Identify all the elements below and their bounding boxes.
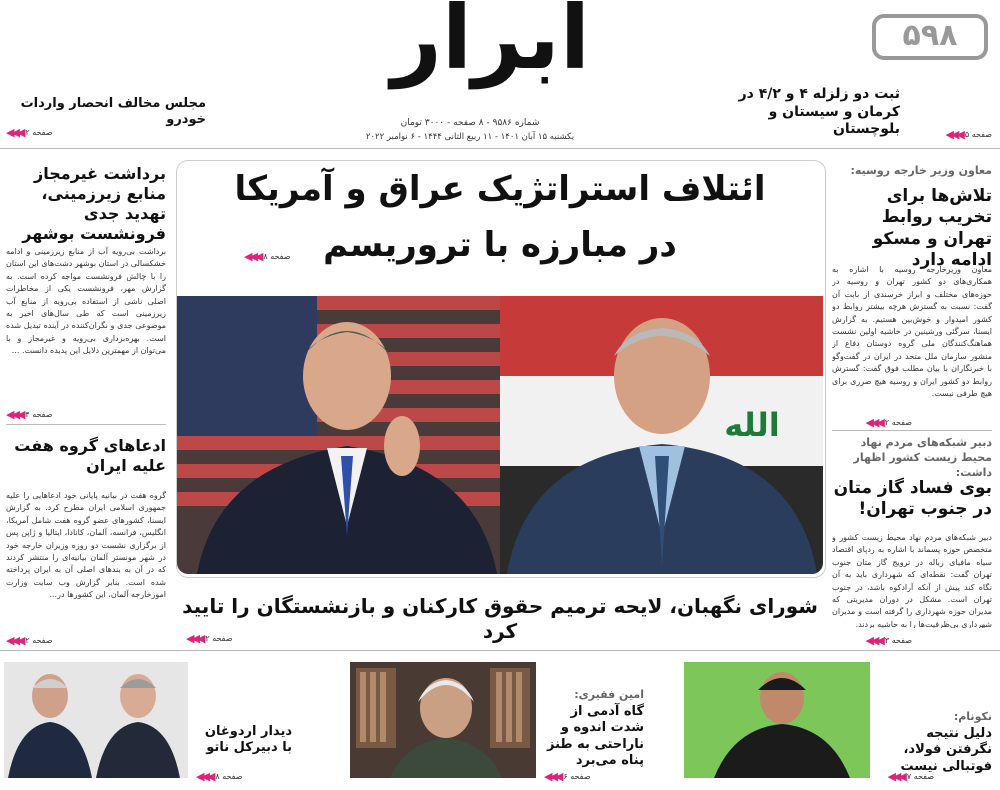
svg-text:الله: الله: [724, 406, 780, 444]
bottom3-page-label: صفحه ۸: [215, 772, 243, 781]
bottom1-headline: دلیل نتیجه نگرفتن فولاد، فوتبالی نیست: [900, 726, 992, 774]
main-page-label: صفحه ۸: [263, 252, 291, 261]
right-story1-page-ref: [865, 416, 912, 429]
main-sub-headline: شورای نگهبان، لایحه ترمیم حقوق کارکنان و بازنشستگان را تایید کرد: [182, 594, 818, 643]
main-sub-page-ref: [186, 632, 233, 645]
bottom1-photo-svg: [684, 662, 870, 778]
chevrons-icon: ◀◀◀: [244, 250, 261, 263]
main-photo-svg: [177, 296, 823, 574]
right-story2-headline: بوی فساد گاز متان در جنوب تهران!: [833, 478, 992, 520]
chevrons-icon: ◀◀◀: [865, 634, 882, 647]
bottom3-page-ref: [196, 770, 243, 783]
top-divider: [0, 148, 1000, 149]
left-story1-body: برداشت بی‌رویه آب از منابع زیرزمینی و ادامه خشکسالی در استان بوشهر دشت‌های این استان را با چالش فرونشست مواجه کرده است. به گزارش مهر، فرونشست یکی از مخاطرات اصلی ناشی از استفاده بی‌رویه از منابع آب زیرزمینی است که طی سال‌های اخیر به موضوعی جدی و نگران‌کننده در آینده تبدیل شده است. بهره‌برداری بی‌رویه و غیرمجاز و با می‌توان از مهمترین دلایل این پدیده دانست. ...: [6, 247, 166, 356]
right-story2-body: دبیر شبکه‌های مردم نهاد محیط زیست کشور و متخصص حوزه پسماند با اشاره به ردپای اقتصاد سیاه مافیای زباله در ترویج گاز متان جنوب تهران گفت: نقطه‌ای که شهرداری باید به آن نگاه کند پیش از آنکه آرادکوه باشد، در جنوب تهران است. مشکل در دوران مدیریتی که مدیران حوزه شهرداری را گرفته است و مدیران شهرداری بی‌ظرفیت‌ها را به حاشیه بردند.: [832, 533, 992, 628]
main-headline-line2: در مبارزه با تروریسم: [323, 225, 677, 265]
right-story1-body: معاون وزیرخارجه روسیه با اشاره به همکاری‌های دو کشور تهران و روسیه در حوزه‌های مختلف و ابراز خرسندی از بابت آن گفت: نسبت به گسترش هرچه بیشتر روابط دو کشور امیدوار و خوش‌بین هستیم. به گزارش ایسنا، سرگئی ورشینین در حاشیه اولین نشست هماهنگ‌کنندگان ملی گروه دوستان دفاع از منشور سازمان ملل متحد در ایران در گفت‌وگو با خبرنگاران با بیان مطلب فوق گفت: گسترش روابط دو کشور ایران و روسیه هیچ ضرری برای هیچ طرفی نیست.: [832, 265, 992, 398]
top-left-page-label: صفحه ۲: [25, 128, 53, 137]
right-story2-kicker: دبیر شبکه‌های مردم نهاد محیط زیست کشور اظهار داشت:: [853, 436, 992, 479]
bottom-divider: [0, 650, 1000, 651]
right-divider: [832, 430, 992, 431]
bottom2-photo-svg: [350, 662, 536, 778]
top-right-page-label: صفحه ۵: [964, 130, 992, 139]
right-story1-headline: تلاش‌ها برای تخریب روابط تهران و مسکو ادامه دارد: [872, 186, 992, 270]
right-story1-kicker: معاون وزیر خارجه روسیه:: [850, 164, 992, 177]
main-sub-page-label: صفحه ۲: [205, 634, 233, 643]
chevrons-icon: ◀◀◀: [865, 416, 882, 429]
left-divider: [6, 424, 166, 425]
bottom1-photo: [684, 662, 870, 778]
bottom3-photo-svg: [4, 662, 188, 778]
left-story1-headline: برداشت غیرمجاز منابع زیرزمینی، تهدید جدی فرونشست بوشهر: [22, 164, 166, 243]
bottom1-page-ref: [887, 770, 934, 783]
chevrons-icon: ◀◀◀: [544, 770, 561, 783]
top-right-headline: ثبت دو زلزله ۴ و ۴/۲ در کرمان و سیستان و بلوچستان: [738, 86, 900, 137]
chevrons-icon: ◀◀◀: [945, 128, 962, 141]
right-story1-page-label: صفحه ۲: [884, 418, 912, 427]
bottom2-page-ref: [544, 770, 591, 783]
chevrons-icon: ◀◀◀: [6, 126, 23, 139]
left-story2-page-ref: [6, 634, 53, 647]
right-story2-page-ref: [865, 634, 912, 647]
chevrons-icon: ◀◀◀: [196, 770, 213, 783]
bottom1-page-label: صفحه ۷: [906, 772, 934, 781]
left-story2-headline: ادعاهای گروه هفت علیه ایران: [14, 436, 166, 475]
chevrons-icon: ◀◀◀: [6, 634, 23, 647]
chevrons-icon: ◀◀◀: [6, 408, 23, 421]
masthead-logo: ابرار: [391, 0, 590, 89]
bottom2-photo: [350, 662, 536, 778]
main-page-ref: [244, 250, 291, 263]
bottom3-headline: دیدار اردوغان با دبیرکل ناتو: [204, 724, 292, 756]
right-story2-page-label: صفحه ۳: [884, 636, 912, 645]
left-story1-page-ref: [6, 408, 53, 421]
top-right-page-ref: [945, 128, 992, 141]
left-story2-body: گروه هفت در بیانیه پایانی خود ادعاهایی را علیه جمهوری اسلامی ایران مطرح کرد. به گزارش ایسنا، کشورهای عضو گروه هفت شامل آمریکا، انگلیس، فرانسه، آلمان، کانادا، ایتالیا و ژاپن پس از برگزاری نشست دو روزه وزیران خارجه خود در شهر مونستر آلمان بیانیه‌ای را منتشر کردند که در آن به بندهای اصلی آن به ایران پرداخته شده است. بنابر گزارش وب سایت وزارت امورخارجه آلمان، این کشورها در...: [6, 491, 166, 600]
bottom2-page-label: صفحه ۶: [563, 772, 591, 781]
bottom2-headline: گاه آدمی از شدت اندوه و ناراحتی به طنز پناه می‌برد: [547, 704, 644, 768]
masthead-issue: شماره ۹۵۸۶ - ۸ صفحه - ۳۰۰۰ تومان: [400, 118, 540, 128]
bottom1-kicker: نکونام:: [953, 710, 992, 723]
main-photo: [177, 296, 823, 574]
bottom2-kicker: امین فقیری:: [574, 688, 644, 701]
bottom3-photo: [4, 662, 188, 778]
chevrons-icon: ◀◀◀: [887, 770, 904, 783]
top-left-headline: مجلس مخالف انحصار واردات خودرو: [20, 96, 206, 128]
top-left-page-ref: [6, 126, 53, 139]
chevrons-icon: ◀◀◀: [186, 632, 203, 645]
left-story1-page-label: صفحه ۴: [25, 410, 53, 419]
main-headline-line1: ائتلاف استراتژیک عراق و آمریکا: [234, 169, 766, 209]
left-story2-page-label: صفحه ۲: [25, 636, 53, 645]
corner-logo: ۵۹۸: [872, 14, 988, 60]
masthead-date: یکشنبه ۱۵ آبان ۱۴۰۱ - ۱۱ ربیع الثانی ۱۴۴۴ - ۶ نوامبر ۲۰۲۲: [365, 132, 575, 142]
